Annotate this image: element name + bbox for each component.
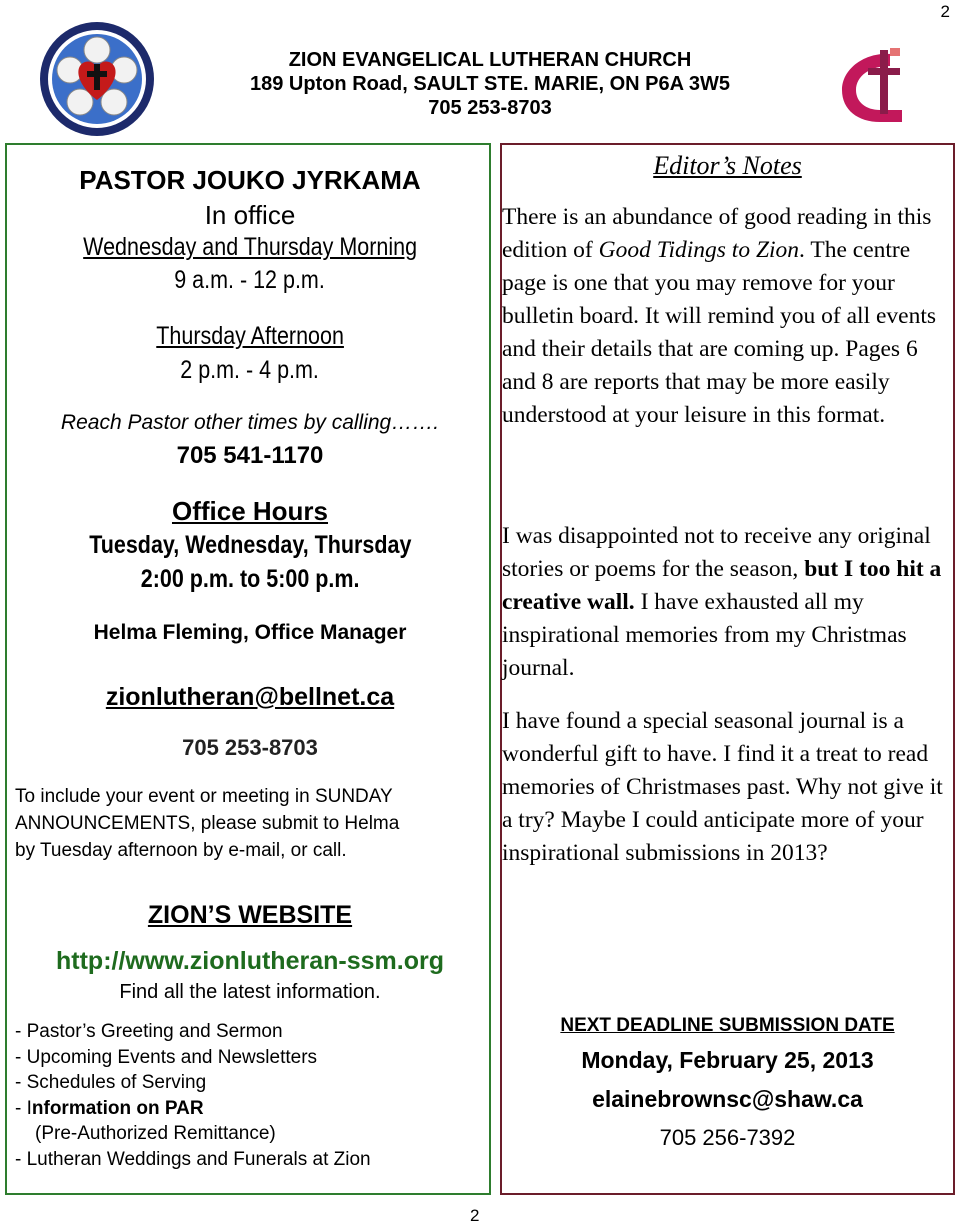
editor-paragraph-1 xyxy=(502,201,948,432)
list-item: - Schedules of Serving xyxy=(15,1072,207,1093)
church-address: 189 Upton Road, SAULT STE. MARIE, ON P6A 3W5 xyxy=(249,73,731,95)
morning-days-text: Wednesday and Thursday Morning xyxy=(83,233,417,261)
website-subtitle: Find all the latest information. xyxy=(119,981,381,1003)
list-item xyxy=(15,1096,371,1122)
list-item: - Pastor’s Greeting and Sermon xyxy=(15,1021,283,1042)
office-days xyxy=(7,531,493,560)
afternoon-day-text: Thursday Afternoon xyxy=(156,322,344,350)
office-phone: 705 253-8703 xyxy=(182,735,318,760)
office-time xyxy=(7,565,493,594)
pastor-name: PASTOR JOUKO JYRKAMA xyxy=(79,165,421,195)
editors-notes-title: Editor’s Notes xyxy=(653,151,802,180)
church-phone: 705 253-8703 xyxy=(428,97,552,119)
website-features-list xyxy=(15,1019,371,1172)
afternoon-day xyxy=(7,322,493,351)
p2-bold: but I too hit a creative wall. xyxy=(502,556,942,615)
p1-text-a: There is an abundance of good reading in this edition of xyxy=(502,204,932,263)
office-hours-title: Office Hours xyxy=(171,496,329,526)
in-office-label xyxy=(7,200,493,231)
office-manager: Helma Fleming, Office Manager xyxy=(93,621,407,644)
website-title: ZION’S WEBSITE xyxy=(147,901,353,929)
page-number-top: 2 xyxy=(940,2,950,21)
announce-line-1: To include your event or meeting in SUNDAY xyxy=(15,786,393,807)
list-item: - Upcoming Events and Newsletters xyxy=(15,1046,318,1068)
office-time-text: 2:00 p.m. to 5:00 p.m. xyxy=(140,565,360,593)
church-header xyxy=(170,48,810,120)
announce-line-3: by Tuesday afternoon by e-mail, or call. xyxy=(15,840,347,861)
church-name: ZION EVANGELICAL LUTHERAN CHURCH xyxy=(288,49,692,71)
announcements-note xyxy=(15,783,399,864)
office-email[interactable]: zionlutheran@bellnet.ca xyxy=(105,683,395,711)
afternoon-hours xyxy=(7,356,493,385)
afternoon-hours-text: 2 p.m. - 4 p.m. xyxy=(180,356,320,384)
pastor-info-box xyxy=(5,143,491,1195)
office-days-text: Tuesday, Wednesday, Thursday xyxy=(88,531,412,559)
list-item: (Pre-Authorized Remittance) xyxy=(35,1123,276,1144)
p1-text-b: . The centre page is one that you may remove for your bulletin board. It will remind you of all events and their details that are coming up. Pages 6 and 8 are reports that may be more easily understood at your leisure in this format. xyxy=(502,237,937,428)
deadline-date: Monday, February 25, 2013 xyxy=(581,1047,874,1073)
p2-text-a: I was disappointed not to receive any original stories or poems for the season, xyxy=(502,523,931,582)
editors-notes-box xyxy=(500,143,955,1195)
list-item: - Lutheran Weddings and Funerals at Zion xyxy=(15,1148,371,1170)
p1-italic: Good Tidings to Zion xyxy=(598,237,800,263)
luther-rose-icon xyxy=(38,20,156,138)
website-url[interactable]: http://www.zionlutheran-ssm.org xyxy=(56,947,444,975)
deadline-phone: 705 256-7392 xyxy=(659,1125,796,1150)
reach-pastor: Reach Pastor other times by calling……. xyxy=(60,411,440,434)
deadline-email[interactable]: elainebrownsc@shaw.ca xyxy=(592,1086,863,1112)
editor-paragraph-3: I have found a special seasonal journal is a wonderful gift to have. I find it a treat to read memories of Christmases past. Why not give it a try? Maybe I could anticipate more of your inspirational submissions in 2013? xyxy=(502,708,943,866)
page-number-bottom: 2 xyxy=(470,1206,480,1225)
in-office-text: In office xyxy=(204,200,296,230)
morning-days xyxy=(7,233,493,262)
morning-hours-text: 9 a.m. - 12 p.m. xyxy=(174,266,326,294)
elca-cross-icon xyxy=(832,44,910,128)
p2-text-b: I have exhausted all my inspirational memories from my Christmas journal. xyxy=(502,589,907,681)
list-item-bold: nformation on PAR xyxy=(31,1097,204,1119)
list-item-prefix: - I xyxy=(15,1097,32,1119)
pastor-phone: 705 541-1170 xyxy=(176,442,324,469)
deadline-title: NEXT DEADLINE SUBMISSION DATE xyxy=(560,1015,895,1036)
announce-line-2: ANNOUNCEMENTS, please submit to Helma xyxy=(15,813,400,834)
morning-hours xyxy=(7,266,493,295)
editor-paragraph-2 xyxy=(502,520,948,685)
